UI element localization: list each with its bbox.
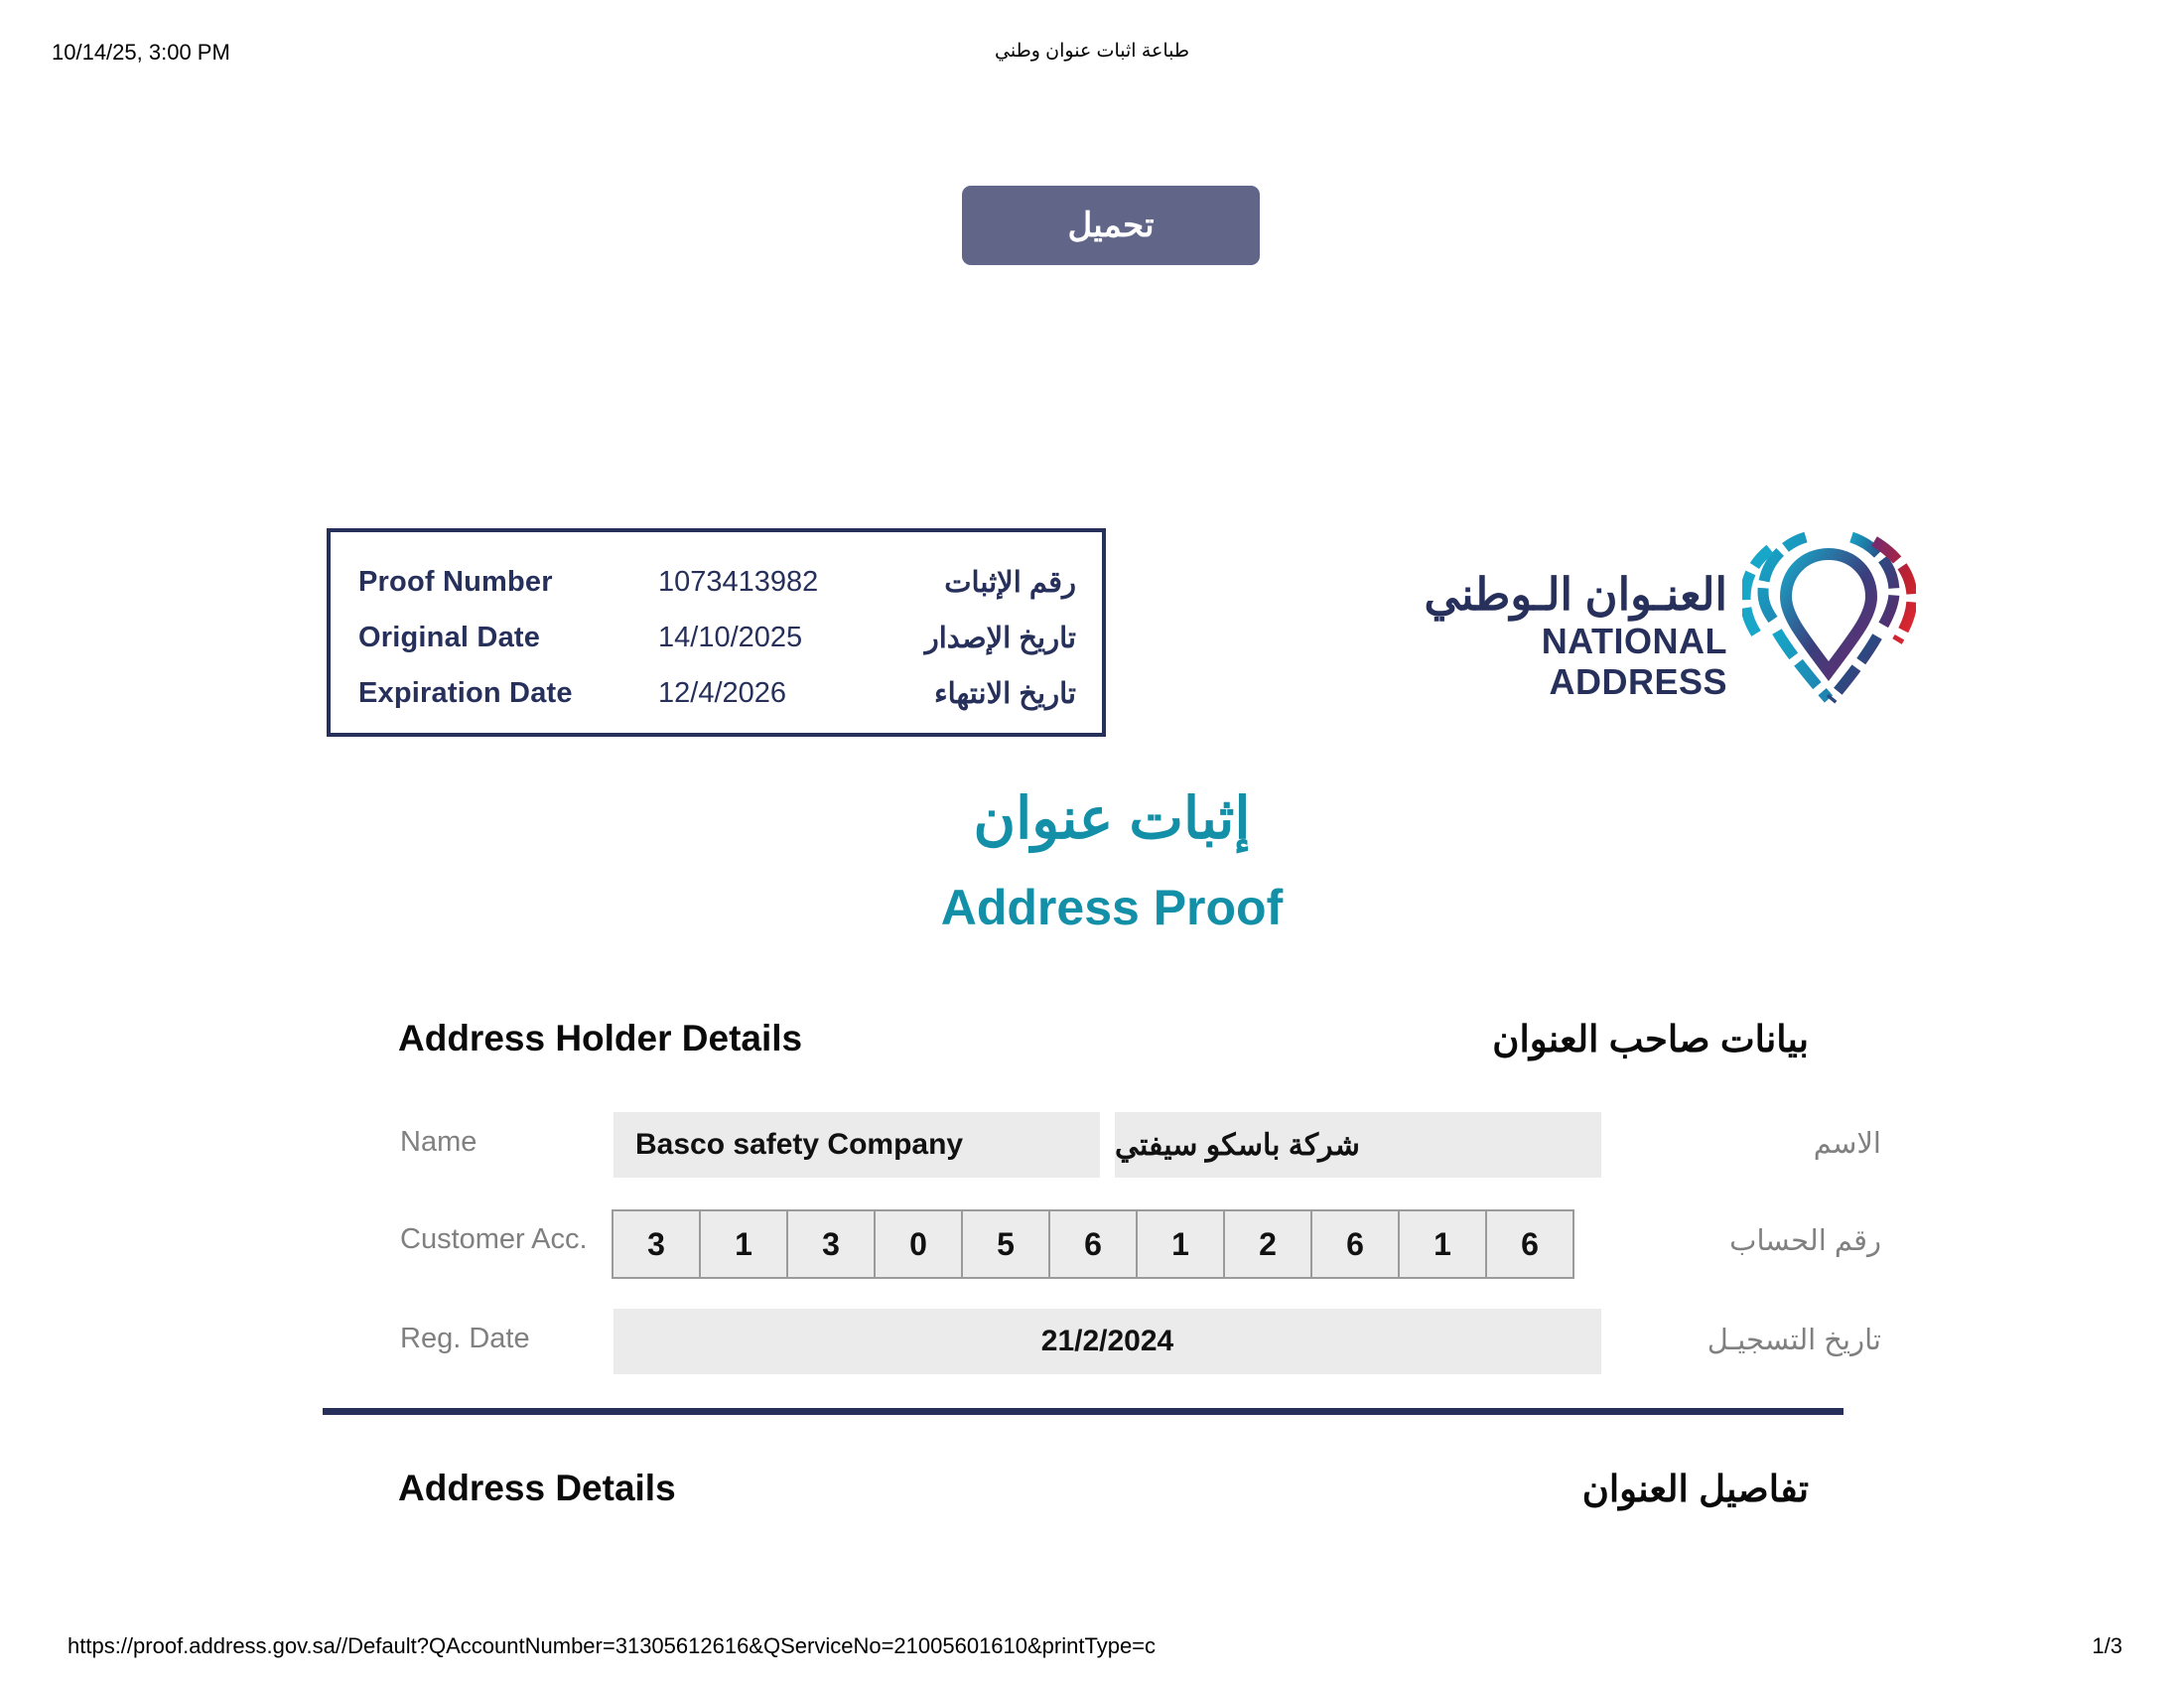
account-digit-cell: 1 — [1136, 1209, 1225, 1279]
section-heading-address-holder — [323, 1018, 1881, 1067]
address-heading-en: Address Details — [398, 1468, 676, 1508]
name-value-ar-box — [1115, 1112, 1601, 1178]
account-digit-cell: 6 — [1310, 1209, 1400, 1279]
account-digit-cell: 5 — [961, 1209, 1050, 1279]
name-value-en: Basco safety Company — [635, 1128, 964, 1161]
account-digit-cell: 3 — [786, 1209, 876, 1279]
section-divider — [323, 1408, 1843, 1415]
expiration-date-label-en: Expiration Date — [358, 676, 573, 709]
account-digit-cell: 0 — [874, 1209, 963, 1279]
address-heading-ar: تفاصيل العنوان — [1581, 1469, 1809, 1509]
account-digit-cell: 2 — [1223, 1209, 1312, 1279]
proof-number-label-en: Proof Number — [358, 565, 553, 598]
customer-account-label-en: Customer Acc. — [400, 1223, 588, 1255]
holder-heading-en: Address Holder Details — [398, 1018, 803, 1058]
proof-row-original-date — [331, 610, 1102, 665]
national-address-logo — [1360, 524, 1916, 733]
holder-heading-ar: بيانات صاحب العنوان — [1492, 1019, 1809, 1059]
reg-date-label-en: Reg. Date — [400, 1323, 530, 1354]
map-pin-icon — [1742, 524, 1916, 728]
field-row-reg-date — [323, 1309, 1881, 1378]
print-document-title: طباعة اثبات عنوان وطني — [995, 41, 1189, 62]
customer-account-digits — [614, 1209, 1574, 1279]
proof-row-number — [331, 554, 1102, 610]
original-date-value: 14/10/2025 — [658, 621, 803, 653]
section-heading-address-details — [323, 1468, 1881, 1517]
logo-name-en: NATIONAL ADDRESS — [1541, 621, 1727, 703]
expiration-date-value: 12/4/2026 — [658, 676, 787, 709]
reg-date-value-box — [614, 1309, 1601, 1374]
name-value-ar: شركة باسكو سيفتي — [1115, 1128, 1360, 1162]
customer-account-label-ar: رقم الحساب — [1729, 1225, 1881, 1257]
print-footer — [0, 1633, 2184, 1663]
logo-name-ar: العنـوان الـوطني — [1424, 569, 1727, 620]
account-digit-cell: 6 — [1485, 1209, 1574, 1279]
logo-wordmark — [1370, 569, 1727, 703]
original-date-label-en: Original Date — [358, 621, 541, 653]
name-label-ar: الاسم — [1813, 1128, 1881, 1160]
proof-row-expiration-date — [331, 665, 1102, 721]
name-value-en-box — [614, 1112, 1100, 1178]
field-row-customer-account — [323, 1209, 1881, 1279]
proof-info-box — [327, 528, 1106, 737]
field-row-name — [323, 1112, 1881, 1182]
print-footer-url: https://proof.address.gov.sa//Default?QAccountNumber=31305612616&QServiceNo=21005601610&printType=c — [68, 1633, 1157, 1658]
account-digit-cell: 3 — [612, 1209, 701, 1279]
page-title-ar: إثبات عنوان — [973, 786, 1251, 851]
reg-date-value: 21/2/2024 — [1040, 1325, 1174, 1357]
print-footer-page-number: 1/3 — [2092, 1633, 2122, 1658]
account-digit-cell: 6 — [1048, 1209, 1138, 1279]
expiration-date-label-ar: تاريخ الانتهاء — [933, 677, 1076, 710]
original-date-label-ar: تاريخ الإصدار — [924, 622, 1076, 654]
proof-number-value: 1073413982 — [658, 565, 819, 598]
account-digit-cell: 1 — [699, 1209, 788, 1279]
reg-date-label-ar: تاريخ التسجيـل — [1706, 1325, 1881, 1356]
proof-number-label-ar: رقم الإثبات — [944, 566, 1076, 599]
name-label-en: Name — [400, 1126, 478, 1158]
print-datetime: 10/14/25, 3:00 PM — [52, 40, 230, 65]
download-button[interactable]: تحميل — [962, 186, 1260, 265]
account-digit-cell: 1 — [1398, 1209, 1487, 1279]
page-title-en: Address Proof — [940, 880, 1284, 935]
